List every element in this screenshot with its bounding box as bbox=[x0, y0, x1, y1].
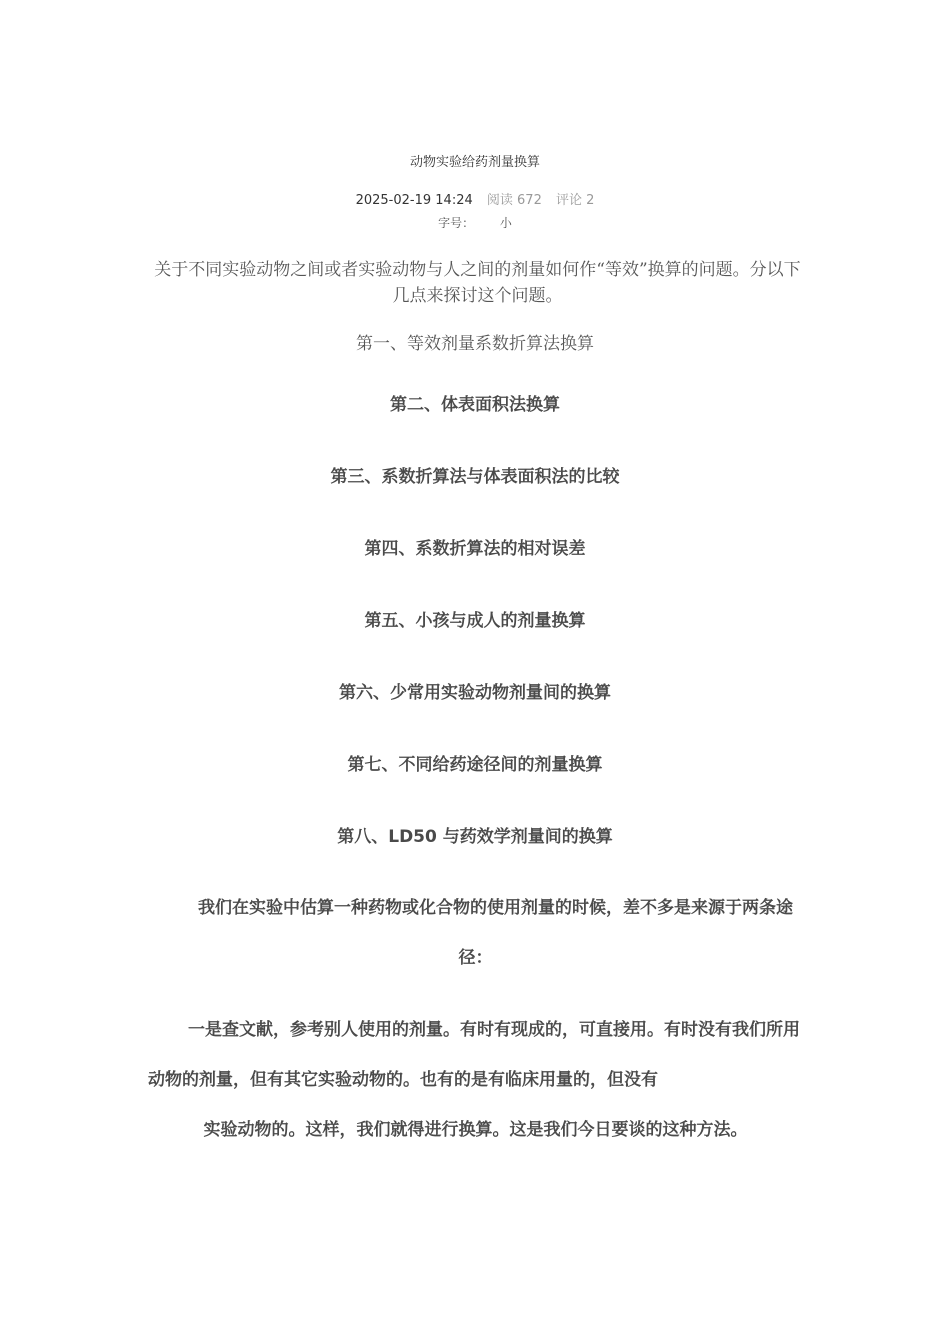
publish-date: 2025-02-19 14:24 bbox=[355, 193, 473, 208]
font-size-small-option[interactable]: 小 bbox=[499, 216, 512, 230]
comment-count[interactable]: 评论 2 bbox=[555, 193, 595, 208]
intro-paragraph: 关于不同实验动物之间或者实验动物与人之间的剂量如何作“等效”换算的问题。分以下几点来探讨这个问题。 bbox=[154, 260, 801, 306]
section-heading-7: 第七、不同给药途径间的剂量换算 bbox=[347, 755, 603, 775]
section-heading-8: 第八、LD50 与药效学剂量间的换算 bbox=[337, 827, 613, 847]
body-paragraph-1-text: 我们在实验中估算一种药物或化合物的使用剂量的时候，差不多是来源于两条途径： bbox=[198, 898, 793, 968]
section-heading-4: 第四、系数折算法的相对误差 bbox=[364, 539, 586, 559]
font-size-control bbox=[0, 214, 950, 231]
article-meta bbox=[0, 189, 950, 208]
section-heading-2: 第二、体表面积法换算 bbox=[390, 395, 560, 415]
section-heading-1: 第一、等效剂量系数折算法换算 bbox=[356, 334, 594, 354]
body-paragraph-2 bbox=[148, 1005, 803, 1155]
article-title: 动物实验给药剂量换算 bbox=[409, 155, 540, 170]
section-heading-3: 第三、系数折算法与体表面积法的比较 bbox=[330, 467, 620, 487]
font-size-label: 字号： bbox=[438, 216, 475, 230]
section-heading-6: 第六、少常用实验动物剂量间的换算 bbox=[339, 683, 611, 703]
body-paragraph-2-text: 一是查文献，参考别人使用的剂量。有时有现成的，可直接用。有时没有我们所用动物的剂量，但有其它实验动物的。也有的是有临床用量的，但没有 bbox=[148, 1020, 800, 1090]
body-paragraph-2-last-line: 实验动物的。这样，我们就得进行换算。这是我们今日要谈的这种方法。 bbox=[203, 1120, 748, 1140]
read-count: 阅读 672 bbox=[486, 193, 542, 208]
body-paragraph-1 bbox=[148, 883, 803, 983]
section-heading-5: 第五、小孩与成人的剂量换算 bbox=[364, 611, 586, 631]
